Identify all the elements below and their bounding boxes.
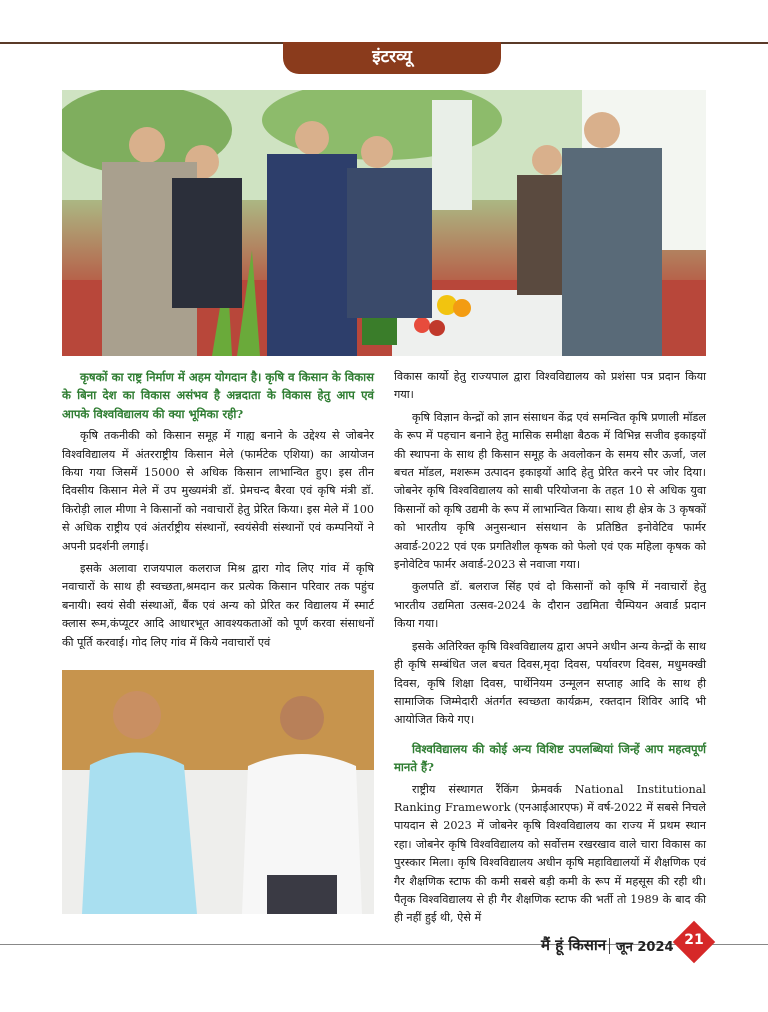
footer-divider [609, 938, 610, 954]
answer-paragraph: इसके अलावा राजयपाल कलराज मिश्र द्वारा गोद लिए गांव में कृषि नवाचारों के साथ ही स्वच्छता,श्रमदान कर प्रत्येक किसान परिवार तक पहुंच बनायी। स्वयं सेवी संस्थाओं, बैंक एवं अन्य को प्रेरित कर विद्यालय में स्मार्ट क्लास रूम,कंप्यूटर आदि आधारभूत आवश्यकताओं को पूर्ण करवा संसाधनों की पूर्ति करवाई। गोद लिए गांव में किये नवाचारों एवं [62, 562, 374, 649]
section-title: इंटरव्यू [283, 42, 501, 74]
answer-paragraph: राष्ट्रीय संस्थागत रैंकिंग फ्रेमवर्क National Institutional Ranking Framework (एनआईआरएफ) में वर्ष-2022 में सबसे निचले पायदान से 2023 में जोबनेर कृषि विश्वविद्यालय का राज्य में प्रथम स्थान रहा। जोबनेर कृषि विश्वविद्यालय को सर्वोत्तम रखरखाव वाले चारा विकास का पुरस्कार मिला। कृषि विश्वविद्यालय अधीन कृषि महाविद्यालयों में शैक्षणिक एवं गैर शैक्षणिक स्टाफ की कमी सबसे बड़ी कमी के रूप में महसूस की रही थी। पैतृक विश्वविद्यालय से ही गैर शैक्षणिक स्टाफ की भर्ती तो 1989 के बाद की ही नहीं हुई थी, ऐसे में [394, 782, 706, 925]
magazine-logo: मैं हूं किसान [541, 936, 607, 954]
page-number: 21 [684, 932, 704, 948]
answer-paragraph: कृषि विज्ञान केन्द्रों को ज्ञान संसाधन केंद्र एवं समन्वित कृषि प्रणाली मॉडल के रूप में पहचान बनाने हेतु मासिक समीक्षा बैठक में विभिन्न सजीव इकाइयों की स्थापना के साथ ही किसान समूह के अवलोकन के समय सौर ऊर्जा, जल बचत मॉडल, मशरूम उत्पादन इकाइयों आदि हेतु प्रेरित करने पर जोर दिया। जोबनेर कृषि विश्वविद्यालय को साबी परियोजना के तहत 10 से अधिक युवा किसानों को कृषि उद्यमी के रूप में लाभान्वित किया। साथ ही क्षेत्र के 3 कृषकों को भारतीय कृषि अनुसन्धान संसथान के प्रतिष्ठित इनोवेटिव फार्मर अवार्ड-2022 एवं एक प्रगतिशील कृषक को फेलो एवं एक महिला कृषक को इनोवेटिव फार्मर अवार्ड-2023 से नवाजा गया। [394, 410, 706, 572]
answer-paragraph: इसके अतिरिक्त कृषि विश्वविद्यालय द्वारा अपने अधीन अन्य केन्द्रों के साथ ही कृषि सम्बंधित जल बचत दिवस,मृदा दिवस, पर्यावरण दिवस, मधुमक्खी दिवस, कृषि शिक्षा दिवस, पार्थेनियम उन्मूलन सप्ताह आदि के साथ ही सामाजिक जिम्मेदारी अंतर्गत स्वच्छता कार्यक्रम, रक्तदान शिविर आदि भी आयोजित किये गए। [394, 639, 706, 727]
right-column [394, 368, 706, 932]
left-column [62, 368, 374, 656]
event-photo [62, 90, 706, 356]
answer-paragraph: विकास कार्यो हेतु राज्यपाल द्वारा विश्वविद्यालय को प्रशंसा पत्र प्रदान किया गया। [394, 370, 706, 402]
question-1: कृषकों का राष्ट्र निर्माण में अहम योगदान है। कृषि व किसान के विकास के बिना देश का विकास असंभव है अन्नदाता के विकास हेतु आप एवं आपके विश्वविद्यालय की क्या भूमिका रही? [62, 370, 374, 421]
issue-date: जून 2024 [616, 940, 674, 955]
answer-paragraph: कुलपति डॉ. बलराज सिंह एवं दो किसानों को कृषि में नवाचारों हेतु भारतीय उद्यमिता उत्सव-2024 के दौरान उद्यमिता चैम्पियन अवार्ड प्रदान किया गया। [394, 580, 706, 631]
question-2: विश्वविद्यालय की कोई अन्य विशिष्ट उपलब्धियां जिन्हें आप महत्वपूर्ण मानते हैं? [394, 741, 706, 775]
interview-photo [62, 670, 374, 914]
answer-paragraph: कृषि तकनीकी को किसान समूह में गाह्य बनाने के उद्देश्य से जोबनेर विश्वविद्यालय में अंतरराष्ट्रीय किसान मेले (फार्मटेक एशिया) का आयोजन किया गया जिसमें 15000 से अधिक किसान लाभान्वित हुए। इस तीन दिवसीय किसान मेले में उप मुख्यमंत्री डॉ. प्रेमचन्द बैरवा एवं कृषि मंत्री डॉ. किरोड़ी लाल मीणा ने किसानों को नवाचारों हेतु प्रेरित किया। इस मेले में 100 से अधिक राष्ट्रीय एवं अंतर्राष्ट्रीय संस्थानों, स्वयंसेवी संस्थानों एवं कम्पनियों ने अपनी प्रदर्शनी लगाई। [62, 429, 374, 553]
